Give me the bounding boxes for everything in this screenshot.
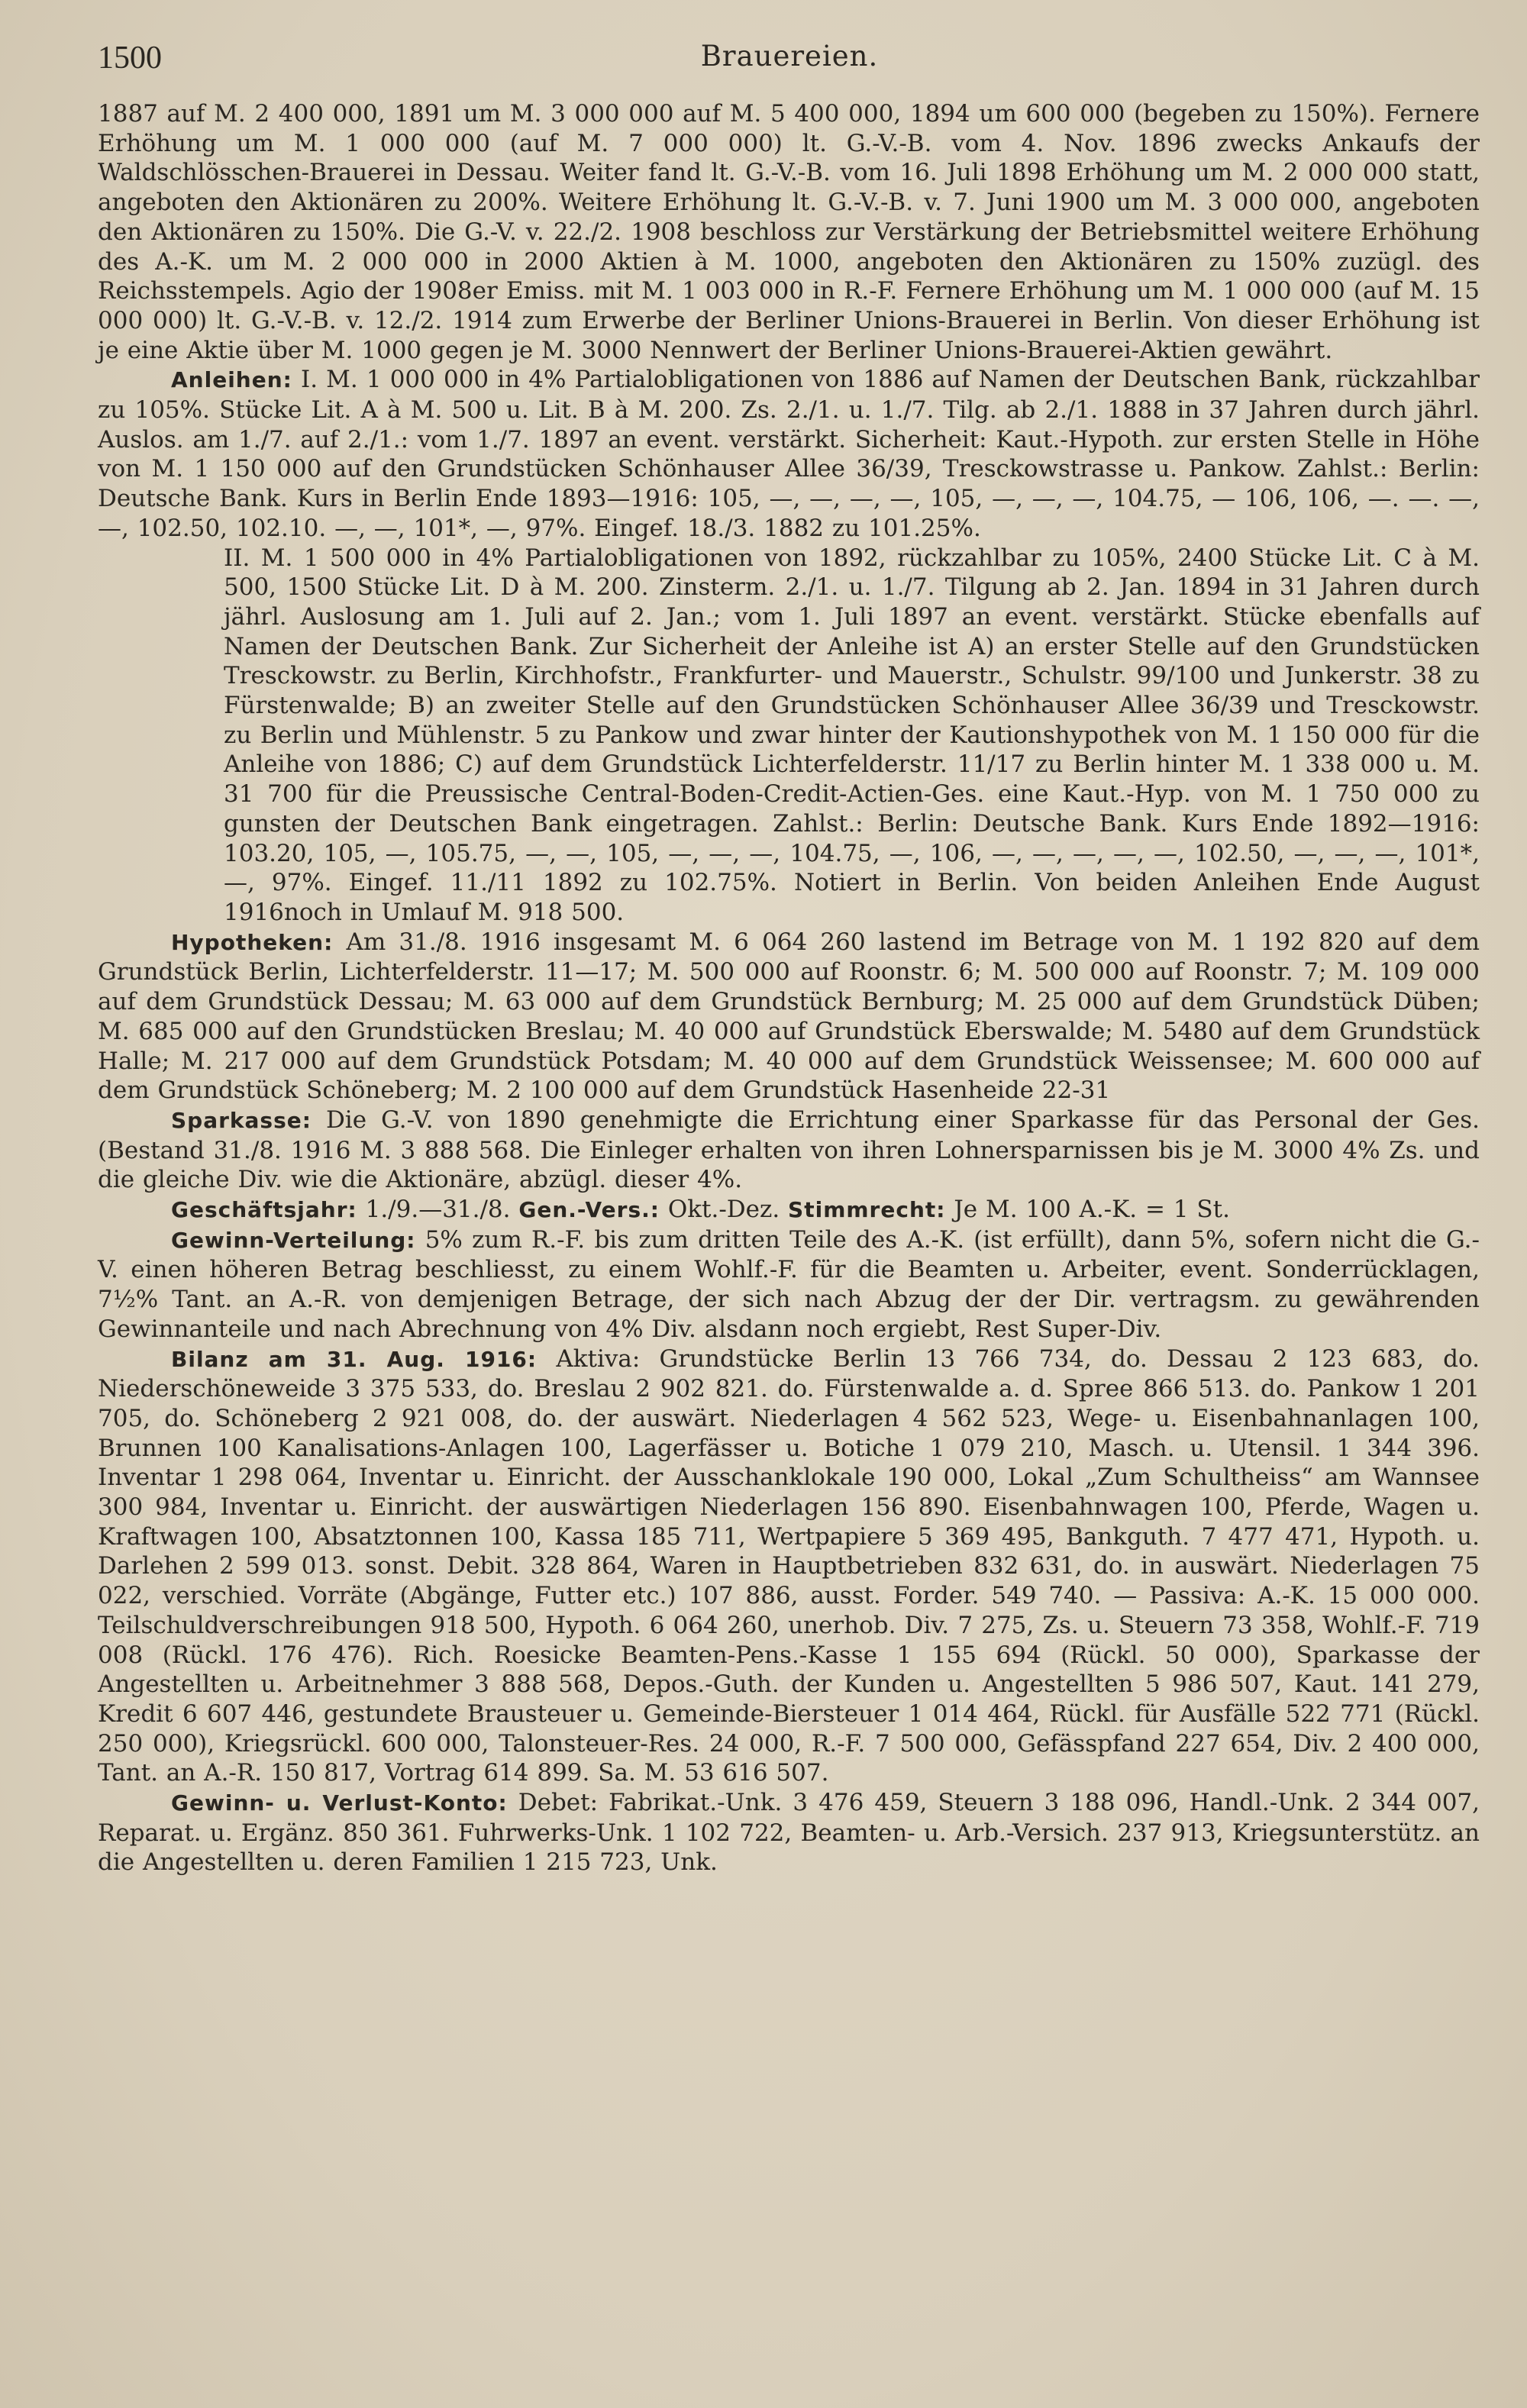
sparkasse-paragraph bbox=[98, 1106, 1480, 1195]
hypotheken-label: Hypotheken: bbox=[171, 929, 334, 955]
hypotheken-paragraph bbox=[98, 928, 1480, 1106]
gewinn-verteilung-label: Gewinn-Verteilung: bbox=[171, 1227, 416, 1253]
stimmrecht-text: Je M. 100 A.-K. = 1 St. bbox=[954, 1196, 1230, 1224]
bilanz-text: Aktiva: Grundstücke Berlin 13 766 734, do. Dessau 2 123 683, do. Niederschöneweide 3 375 533, do. Breslau 2 902 821. do. Fürstenwalde a. d. Spree 866 513. do. Pankow 1 201 705, do. Schöneberg 2 921 008, do. der auswärt. Niederlagen 4 562 523, Wege- u. Eisenbahnanlagen 100, Brunnen 100 Kanalisations-Anlagen 100, Lagerfässer u. Botiche 1 079 210, Masch. u. Utensil. 1 344 396. Inventar 1 298 064, Inventar u. Einricht. der Ausschanklokale 190 000, Lokal „Zum Schultheiss“ am Wannsee 300 984, Inventar u. Einricht. der auswärtigen Niederlagen 156 890. Eisenbahnwagen 100, Pferde, Wagen u. Kraftwagen 100, Absatztonnen 100, Kassa 185 711, Wertpapiere 5 369 495, Bankguth. 7 477 471, Hypoth. u. Darlehen 2 599 013. sonst. Debit. 328 864, Waren in Hauptbetrieben 832 631, do. in auswärt. Niederlagen 75 022, verschied. Vorräte (Abgänge, Futter etc.) 107 886, ausst. Forder. 549 740. — Passiva: A.-K. 15 000 000. Teilschuldverschreibungen 918 500, Hypoth. 6 064 260, unerhob. Div. 7 275, Zs. u. Steuern 73 358, Wohlf.-F. 719 008 (Rückl. 176 476). Rich. Roesicke Beamten-Pens.-Kasse 1 155 694 (Rückl. 50 000), Sparkasse der Angestellten u. Arbeitnehmer 3 888 568, Depos.-Guth. der Kunden u. Angestellten 5 986 507, Kaut. 141 279, Kredit 6 607 446, gestundete Brausteuer u. Gemeinde-Biersteuer 1 014 464, Rückl. für Ausfälle 522 771 (Rückl. 250 000), Kriegsrückl. 600 000, Talonsteuer-Res. 24 000, R.-F. 7 500 000, Gefässpfand 227 654, Div. 2 400 000, Tant. an A.-R. 150 817, Vortrag 614 899. Sa. M. 53 616 507. bbox=[98, 1344, 1480, 1787]
gen-vers-text: Okt.-Dez. bbox=[667, 1196, 780, 1224]
geschaeftsjahr-label: Geschäftsjahr: bbox=[171, 1197, 357, 1223]
sparkasse-label: Sparkasse: bbox=[171, 1107, 312, 1133]
gewinn-konto-text: Debet: Fabrikat.-Unk. 3 476 459, Steuern 3 188 096, Handl.-Unk. 2 344 007, Reparat. u. Ergänz. 850 361. Fuhrwerks-Unk. 1 102 722, Beamten- u. Arb.-Versich. 237 913, Kriegsunterstütz. an die Angestellten u. deren Familien 1 215 723, Unk. bbox=[98, 1789, 1480, 1877]
gewinn-verteilung-text: 5% zum R.-F. bis zum dritten Teile des A.-K. (ist erfüllt), dann 5%, sofern nicht die G.-V. einen höheren Betrag beschliesst, zu einem Wohlf.-F. für die Beamten u. Arbeiter, event. Sonderrücklagen, 7½% Tant. an A.-R. von demjenigen Betrage, der sich nach Abzug der der Dir. vertragsm. zu gewährenden Gewinnanteile und nach Abrechnung von 4% Div. alsdann noch ergiebt, Rest Super-Div. bbox=[98, 1225, 1480, 1343]
geschaeftsjahr-text: 1./9.—31./8. bbox=[365, 1196, 511, 1224]
gewinn-konto-paragraph bbox=[98, 1788, 1480, 1877]
stimmrecht-label: Stimmrecht: bbox=[788, 1197, 946, 1223]
document-body bbox=[98, 99, 1480, 1877]
gewinn-verteilung-paragraph bbox=[98, 1225, 1480, 1344]
bilanz-paragraph bbox=[98, 1344, 1480, 1789]
sparkasse-text: Die G.-V. von 1890 genehmigte die Errichtung einer Sparkasse für das Personal der Ges. (Bestand 31./8. 1916 M. 3 888 568. Die Einleger erhalten von ihren Lohnersparnissen bis je M. 3000 4% Zs. und die gleiche Div. wie die Aktionäre, abzügl. dieser 4%. bbox=[98, 1106, 1480, 1194]
hypotheken-text: Am 31./8. 1916 insgesamt M. 6 064 260 lastend im Betrage von M. 1 192 820 auf dem Grundstück Berlin, Lichterfelderstr. 11—17; M. 500 000 auf Roonstr. 6; M. 500 000 auf Roonstr. 7; M. 109 000 auf dem Grundstück Dessau; M. 63 000 auf dem Grundstück Bernburg; M. 25 000 auf dem Grundstück Düben; M. 685 000 auf den Grundstücken Breslau; M. 40 000 auf Grundstück Eberswalde; M. 5480 auf dem Grundstück Halle; M. 217 000 auf dem Grundstück Potsdam; M. 40 000 auf dem Grundstück Weissensee; M. 600 000 auf dem Grundstück Schöneberg; M. 2 100 000 auf dem Grundstück Hasenheide 22-31 bbox=[98, 928, 1480, 1105]
running-title: Brauereien. bbox=[700, 40, 879, 73]
anleihen-label: Anleihen: bbox=[171, 367, 292, 393]
gewinn-konto-label: Gewinn- u. Verlust-Konto: bbox=[171, 1790, 508, 1816]
gen-vers-label: Gen.-Vers.: bbox=[518, 1197, 660, 1223]
anleihen-paragraph-1 bbox=[98, 365, 1480, 543]
page-number: 1500 bbox=[98, 40, 162, 76]
anleihen-part1-text: I. M. 1 000 000 in 4% Partialobligationen von 1886 auf Namen der Deutschen Bank, rückzahlbar zu 105%. Stücke Lit. A à M. 500 u. Lit. B à M. 200. Zs. 2./1. u. 1./7. Tilg. ab 2./1. 1888 in 37 Jahren durch jährl. Auslos. am 1./7. auf 2./1.: vom 1./7. 1897 an event. verstärkt. Sicherheit: Kaut.-Hypoth. zur ersten Stelle in Höhe von M. 1 150 000 auf den Grundstücken Schönhauser Allee 36/39, Tresckowstrasse u. Pankow. Zahlst.: Berlin: Deutsche Bank. Kurs in Berlin Ende 1893—1916: 105, —, —, —, —, 105, —, —, —, 104.75, — 106, 106, —. —. —, —, 102.50, 102.10. —, —, 101*, —, 97%. Eingef. 18./3. 1882 zu 101.25%. bbox=[98, 366, 1480, 542]
capital-history-paragraph: 1887 auf M. 2 400 000, 1891 um M. 3 000 000 auf M. 5 400 000, 1894 um 600 000 (begeben zu 150%). Fernere Erhöhung um M. 1 000 000 (auf M. 7 000 000) lt. G.-V.-B. vom 4. Nov. 1896 zwecks Ankaufs der Waldschlösschen-Brauerei in Dessau. Weiter fand lt. G.-V.-B. vom 16. Juli 1898 Erhöhung um M. 2 000 000 statt, angeboten den Aktionären zu 200%. Weitere Erhöhung lt. G.-V.-B. v. 7. Juni 1900 um M. 3 000 000, angeboten den Aktionären zu 150%. Die G.-V. v. 22./2. 1908 beschloss zur Verstärkung der Betriebsmittel weitere Erhöhung des A.-K. um M. 2 000 000 in 2000 Aktien à M. 1000, angeboten den Aktionären zu 150% zuzügl. des Reichsstempels. Agio der 1908er Emiss. mit M. 1 003 000 in R.-F. Fernere Erhöhung um M. 1 000 000 (auf M. 15 000 000) lt. G.-V.-B. v. 12./2. 1914 zum Erwerbe der Berliner Unions-Brauerei in Berlin. Von dieser Erhöhung ist je eine Aktie über M. 1000 gegen je M. 3000 Nennwert der Berliner Unions-Brauerei-Aktien gewährt. bbox=[98, 100, 1480, 364]
anleihen-paragraph-2: II. M. 1 500 000 in 4% Partialobligationen von 1892, rückzahlbar zu 105%, 2400 Stücke Lit. C à M. 500, 1500 Stücke Lit. D à M. 200. Zinsterm. 2./1. u. 1./7. Tilgung ab 2. Jan. 1894 in 31 Jahren durch jährl. Auslosung am 1. Juli auf 2. Jan.; vom 1. Juli 1897 an event. verstärkt. Stücke ebenfalls auf Namen der Deutschen Bank. Zur Sicherheit der Anleihe ist A) an erster Stelle auf den Grundstücken Tresckowstr. zu Berlin, Kirchhofstr., Frankfurter- und Mauerstr., Schulstr. 99/100 und Junkerstr. 38 zu Fürstenwalde; B) an zweiter Stelle auf den Grundstücken Schönhauser Allee 36/39 und Tresckowstr. zu Berlin und Mühlenstr. 5 zu Pankow und zwar hinter der Kautionshypothek von M. 1 150 000 für die Anleihe von 1886; C) auf dem Grundstück Lichterfelderstr. 11/17 zu Berlin hinter M. 1 338 000 u. M. 31 700 für die Preussische Central-Boden-Credit-Actien-Ges. eine Kaut.-Hyp. von M. 1 750 000 zu gunsten der Deutschen Bank eingetragen. Zahlst.: Berlin: Deutsche Bank. Kurs Ende 1892—1916: 103.20, 105, —, 105.75, —, —, 105, —, —, —, 104.75, —, 106, —, —, —, —, —, 102.50, —, —, —, 101*, —, 97%. Eingef. 11./11 1892 zu 102.75%. Notiert in Berlin. Von beiden Anleihen Ende August 1916noch in Umlauf M. 918 500. bbox=[224, 544, 1480, 926]
geschaeftsjahr-paragraph bbox=[98, 1195, 1480, 1225]
page-header bbox=[98, 40, 1481, 86]
bilanz-label: Bilanz am 31. Aug. 1916: bbox=[171, 1346, 538, 1372]
